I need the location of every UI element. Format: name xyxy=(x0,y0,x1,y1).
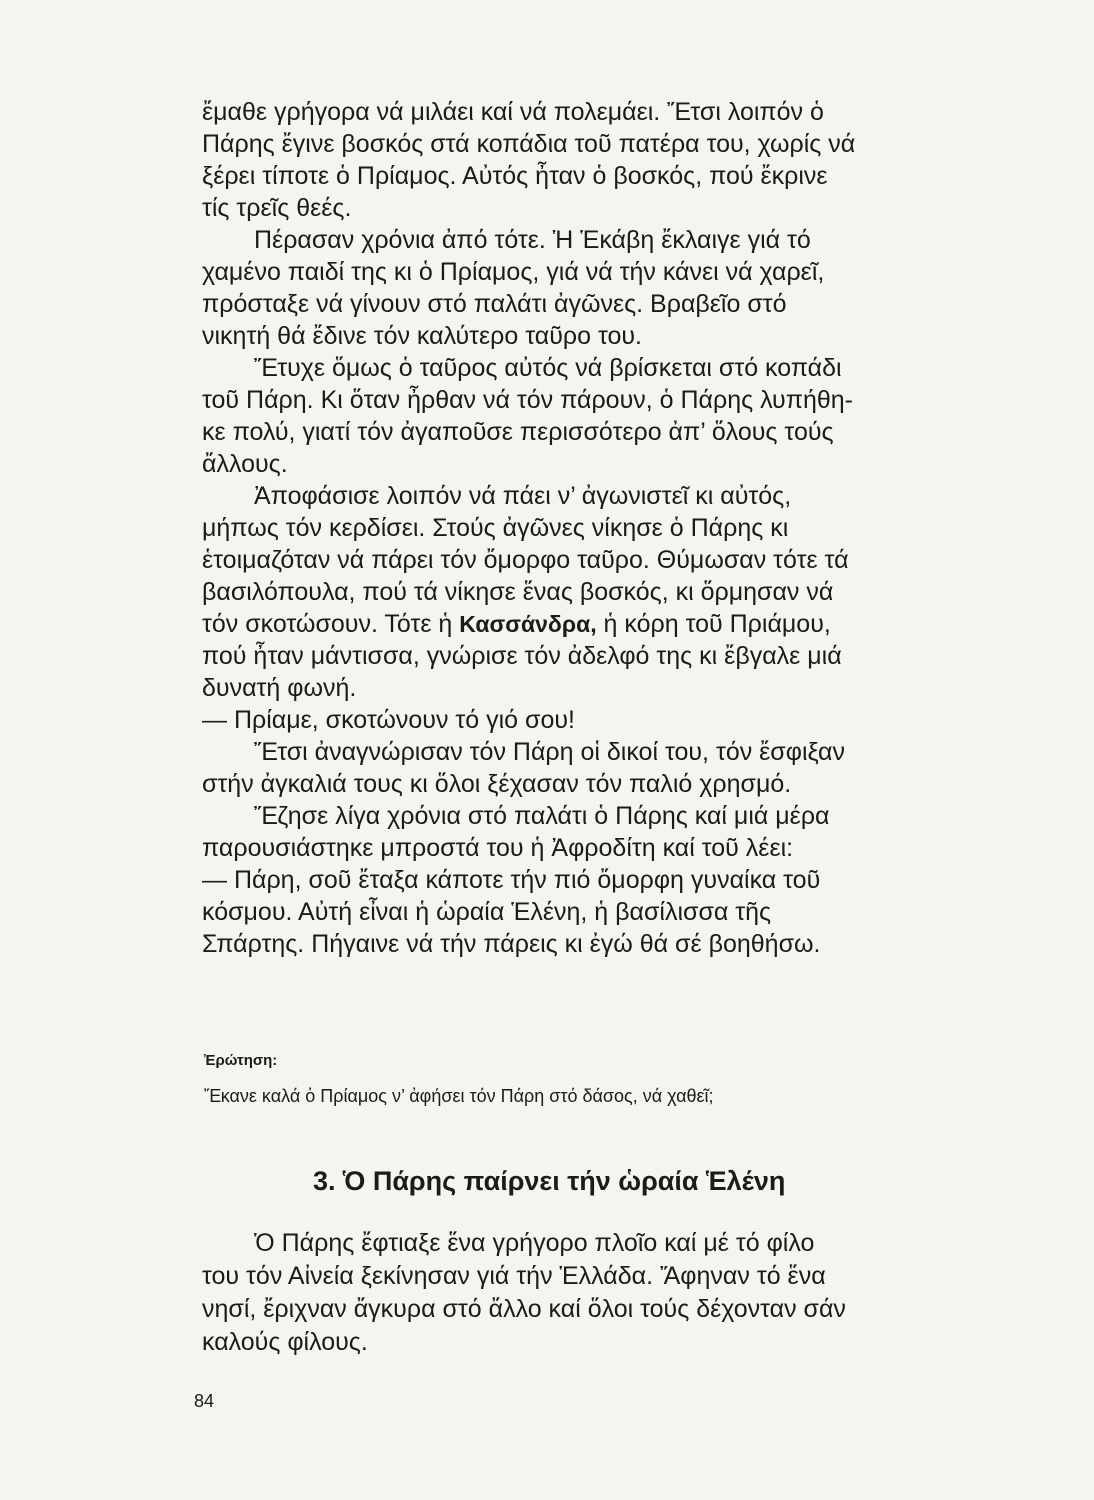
text-line: Πέρασαν χρόνια ἀπό τότε. Ἡ Ἑκάβη ἔκλαιγε γιά τό xyxy=(254,226,811,254)
dialog-line-1 xyxy=(202,704,1052,736)
paragraph-1 xyxy=(202,96,1052,224)
dialog-paragraph-2 xyxy=(202,864,1052,960)
text-line: πού ἦταν μάντισσα, γνώρισε τόν ἀδελφό της κι ἔβγαλε μιά xyxy=(202,642,842,670)
bold-name: Κασσάνδρα, xyxy=(459,611,597,637)
text-line: Σπάρτης. Πήγαινε νά τήν πάρεις κι ἐγώ θά σέ βοηθήσω. xyxy=(202,930,821,958)
paragraph-3 xyxy=(202,352,1052,480)
paragraph-6 xyxy=(202,800,1052,864)
page-number: 84 xyxy=(194,1391,215,1411)
question-label: Ἐρώτηση: xyxy=(204,1052,278,1069)
text-line: Πάρης ἔγινε βοσκός στά κοπάδια τοῦ πατέρα του, χωρίς νά xyxy=(202,130,856,158)
text-line: βασιλόπουλα, πού τά νίκησε ἕνας βοσκός, κι ὅρμησαν νά xyxy=(202,578,834,606)
text-line: ξέρει τίποτε ὁ Πρίαμος. Αὐτός ἦταν ὁ βοσκός, πού ἔκρινε xyxy=(202,162,828,190)
text-line: τοῦ Πάρη. Κι ὅταν ἦρθαν νά τόν πάρουν, ὁ Πάρης λυπήθη- xyxy=(202,386,853,414)
text-line: ἄλλους. xyxy=(202,450,288,478)
text-line-with-name xyxy=(202,608,1052,640)
main-text xyxy=(202,96,1052,960)
text-line: — Πάρη, σοῦ ἔταξα κάποτε τήν πιό ὄμορφη γυναίκα τοῦ xyxy=(202,866,821,894)
text-fragment: ἡ κόρη τοῦ Πριάμου, xyxy=(596,610,831,638)
section-title: 3. Ὁ Πάρης παίρνει τήν ὡραία Ἑλένη xyxy=(313,1166,786,1196)
text-line: ἔμαθε γρήγορα νά μιλάει καί νά πολεμάει. Ἔτσι λοιπόν ὁ xyxy=(202,98,824,126)
text-line: — Πρίαμε, σκοτώνουν τό γιό σου! xyxy=(202,706,575,734)
text-line: κε πολύ, γιατί τόν ἀγαποῦσε περισσότερο ἀπ’ ὅλους τούς xyxy=(202,418,834,446)
text-line: Ὁ Πάρης ἔφτιαξε ἕνα γρήγορο πλοῖο καί μέ τό φίλο xyxy=(254,1229,815,1257)
text-line: δυνατή φωνή. xyxy=(202,674,357,702)
text-line: καλούς φίλους. xyxy=(202,1328,368,1356)
paragraph-2 xyxy=(202,224,1052,352)
text-line: στήν ἀγκαλιά τους κι ὅλοι ξέχασαν τόν παλιό χρησμό. xyxy=(202,770,792,798)
text-line: ἑτοιμαζόταν νά πάρει τόν ὄμορφο ταῦρο. Θύμωσαν τότε τά xyxy=(202,546,849,574)
text-line: τίς τρεῖς θεές. xyxy=(202,194,352,222)
text-line: χαμένο παιδί της κι ὁ Πρίαμος, γιά νά τήν κάνει νά χαρεῖ, xyxy=(202,258,825,286)
text-line: μήπως τόν κερδίσει. Στούς ἀγῶνες νίκησε ὁ Πάρης κι xyxy=(202,514,789,542)
section-body xyxy=(202,1227,1052,1359)
paragraph-4 xyxy=(202,480,1052,704)
text-line: του τόν Αἰνεία ξεκίνησαν γιά τήν Ἑλλάδα. Ἄφηναν τό ἕνα xyxy=(202,1262,826,1290)
paragraph-5 xyxy=(202,736,1052,800)
text-fragment: τόν σκοτώσουν. Τότε ἡ xyxy=(202,610,460,638)
text-line: νικητή θά ἔδινε τόν καλύτερο ταῦρο του. xyxy=(202,322,642,350)
question-text: Ἔκανε καλά ὁ Πρίαμος ν’ ἀφήσει τόν Πάρη στό δάσος, νά χαθεῖ; xyxy=(204,1086,714,1106)
text-line: Ἀποφάσισε λοιπόν νά πάει ν’ ἀγωνιστεῖ κι αὐτός, xyxy=(254,482,792,510)
text-line: Ἔζησε λίγα χρόνια στό παλάτι ὁ Πάρης καί μιά μέρα xyxy=(254,802,830,830)
text-line: Ἔτυχε ὅμως ὁ ταῦρος αὐτός νά βρίσκεται στό κοπάδι xyxy=(254,354,842,382)
text-line: κόσμου. Αὐτή εἶναι ἡ ὡραία Ἑλένη, ἡ βασίλισσα τῆς xyxy=(202,898,772,926)
text-line: παρουσιάστηκε μπροστά του ἡ Ἀφροδίτη καί τοῦ λέει: xyxy=(202,834,794,862)
text-line: Ἔτσι ἀναγνώρισαν τόν Πάρη οἱ δικοί του, τόν ἔσφιξαν xyxy=(254,738,845,766)
text-line: πρόσταξε νά γίνουν στό παλάτι ἀγῶνες. Βραβεῖο στό xyxy=(202,290,787,318)
text-line: νησί, ἔριχναν ἄγκυρα στό ἄλλο καί ὅλοι τούς δέχονταν σάν xyxy=(202,1295,846,1323)
